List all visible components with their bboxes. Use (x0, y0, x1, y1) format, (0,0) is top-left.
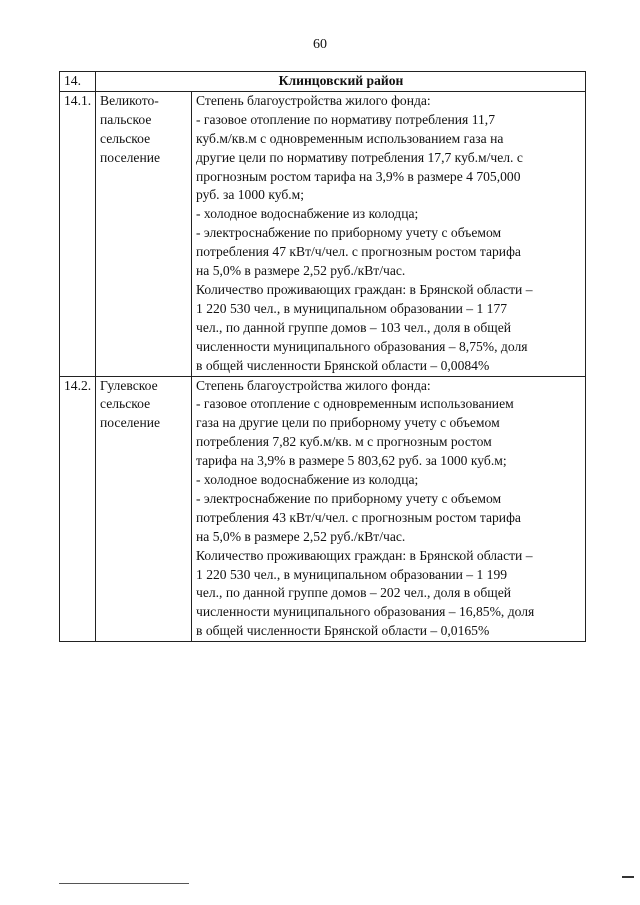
settlement-name-line: поселение (100, 149, 161, 165)
document-table (59, 71, 586, 642)
page-number: 60 (313, 37, 327, 52)
description-line: тарифа на 3,9% в размере 5 803,62 руб. за 1000 куб.м; (196, 453, 507, 469)
footnote-divider (59, 883, 189, 884)
description-line: газа на другие цели по приборному учету с объемом (196, 415, 500, 431)
description-line: численности муниципального образования – 8,75%, доля (196, 338, 528, 354)
description-line: Степень благоустройства жилого фонда: (196, 92, 431, 108)
settlement-name-line: сельское (100, 396, 151, 412)
description-line: куб.м/кв.м с одновременным использованием газа на (196, 130, 504, 146)
description-line: другие цели по нормативу потребления 17,7 куб.м/чел. с (196, 149, 523, 165)
description-cell (192, 376, 586, 642)
description-line: численности муниципального образования – 16,85%, доля (196, 604, 535, 620)
description-line: - холодное водоснабжение из колодца; (196, 472, 419, 488)
settlement-name-line: Гулевское (100, 377, 158, 393)
district-title: Клинцовский район (96, 72, 586, 92)
description-line: чел., по данной группе домов – 202 чел., доля в общей (196, 585, 512, 601)
description-line: 1 220 530 чел., в муниципальном образовании – 1 177 (196, 300, 508, 316)
description-line: в общей численности Брянской области – 0,0084% (196, 357, 490, 373)
section-number: 14. (60, 72, 96, 92)
description-line: - холодное водоснабжение из колодца; (196, 206, 419, 222)
description-line: - электроснабжение по приборному учету с объемом (196, 225, 502, 241)
settlement-name-line: Великото- (100, 92, 159, 108)
row-number: 14.1. (60, 91, 96, 376)
description-line: руб. за 1000 куб.м; (196, 187, 305, 203)
description-cell (192, 91, 586, 376)
settlement-name-line: пальское (100, 111, 152, 127)
description-line: на 5,0% в размере 2,52 руб./кВт/час. (196, 263, 406, 279)
description-line: Количество проживающих граждан: в Брянской области – (196, 547, 533, 563)
description-line: Степень благоустройства жилого фонда: (196, 377, 431, 393)
settlement-name-cell (96, 376, 192, 642)
description-line: потребления 7,82 куб.м/кв. м с прогнозным ростом (196, 434, 492, 450)
description-line: на 5,0% в размере 2,52 руб./кВт/час. (196, 528, 406, 544)
settlement-name-line: поселение (100, 415, 161, 431)
description-line: прогнозным ростом тарифа на 3,9% в размере 4 705,000 (196, 168, 521, 184)
description-line: чел., по данной группе домов – 103 чел., доля в общей (196, 319, 512, 335)
description-line: - газовое отопление с одновременным использованием (196, 396, 514, 412)
description-line: Количество проживающих граждан: в Брянской области – (196, 281, 533, 297)
description-line: в общей численности Брянской области – 0,0165% (196, 623, 490, 639)
description-line: 1 220 530 чел., в муниципальном образовании – 1 199 (196, 566, 508, 582)
table-row (60, 376, 586, 642)
settlement-name-line: сельское (100, 130, 151, 146)
settlement-name-cell (96, 91, 192, 376)
description-line: - газовое отопление по нормативу потребления 11,7 (196, 111, 495, 127)
row-number: 14.2. (60, 376, 96, 642)
description-line: потребления 47 кВт/ч/чел. с прогнозным ростом тарифа (196, 244, 521, 260)
description-line: потребления 43 кВт/ч/чел. с прогнозным ростом тарифа (196, 509, 521, 525)
table-row (60, 91, 586, 376)
page-edge-mark (622, 876, 634, 878)
description-line: - электроснабжение по приборному учету с объемом (196, 490, 502, 506)
table-header-row (60, 72, 586, 92)
